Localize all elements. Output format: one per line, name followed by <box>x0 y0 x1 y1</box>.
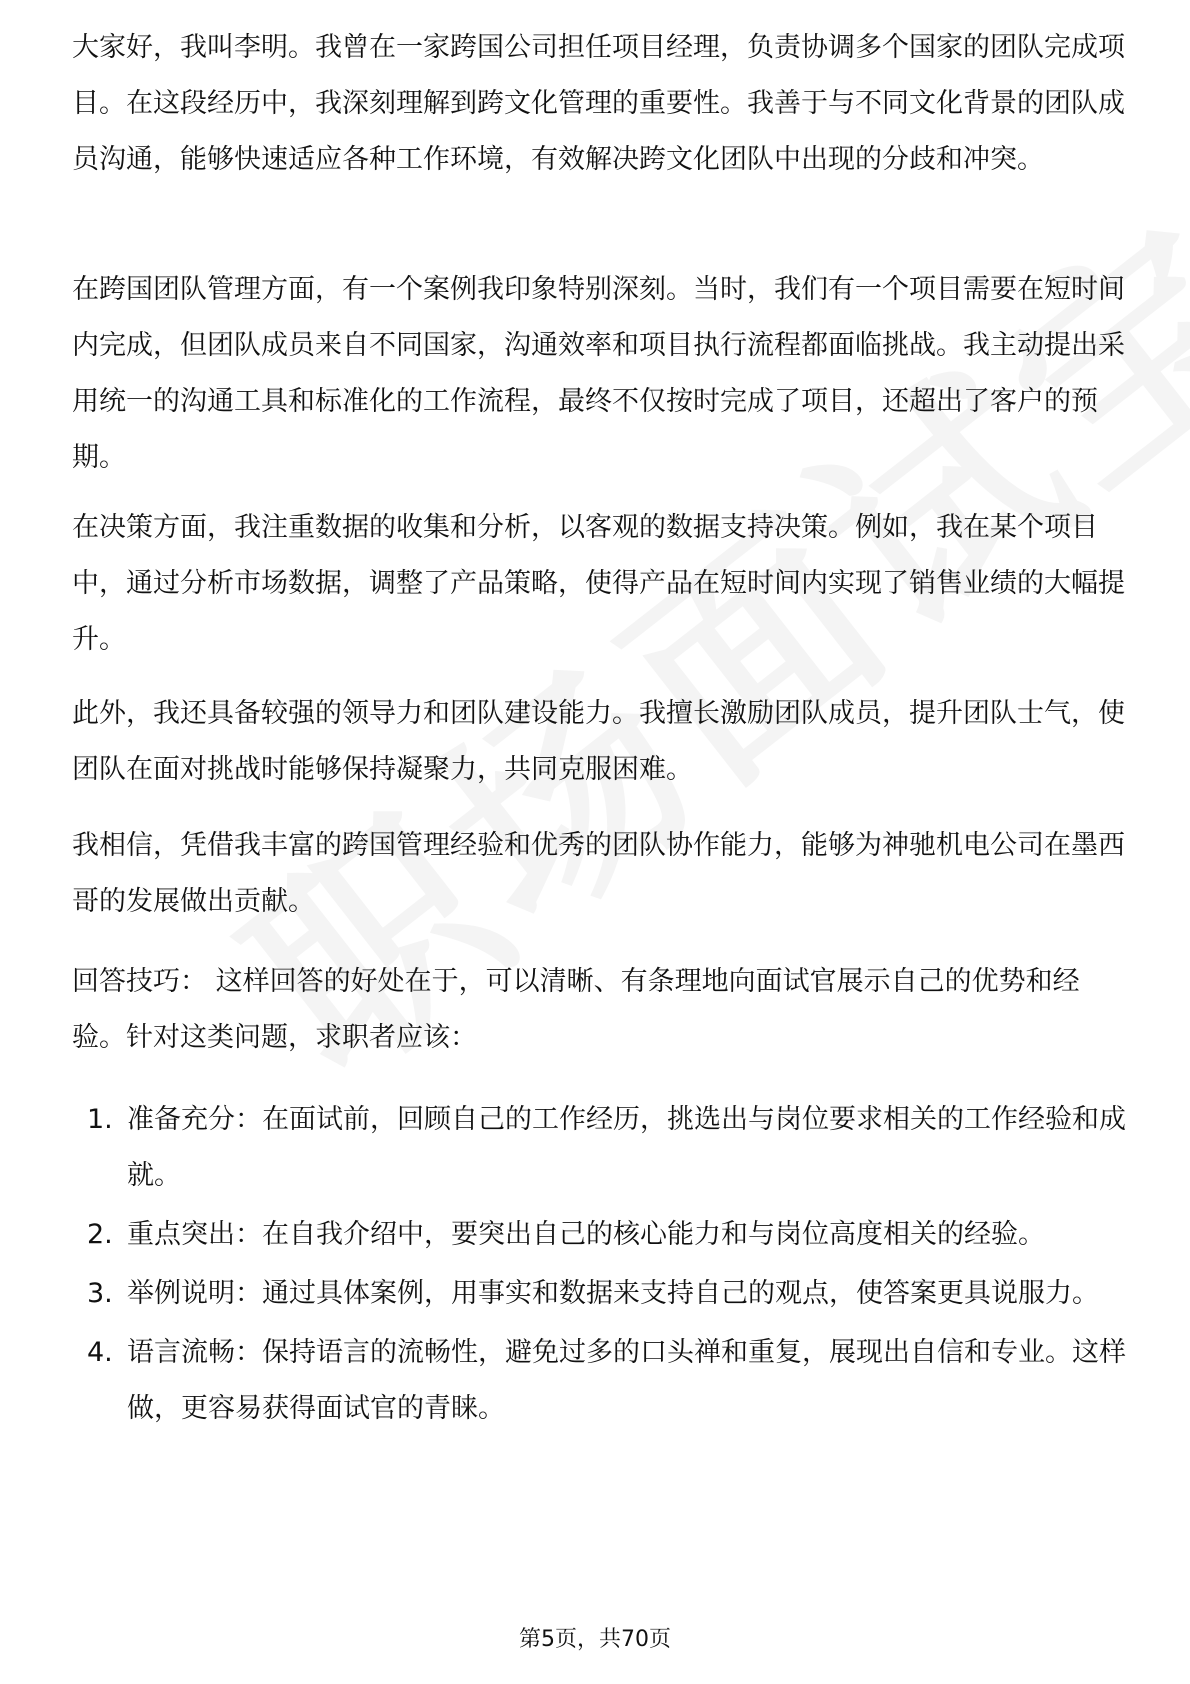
list-item <box>72 1092 1130 1204</box>
list-number: 1. <box>87 1104 113 1135</box>
paragraph-leadership: 此外，我还具备较强的领导力和团队建设能力。我擅长激励团队成员，提升团队士气，使团队在面对挑战时能够保持凝聚力，共同克服困难。 <box>72 698 1125 785</box>
list-item-text: 准备充分：在面试前，回顾自己的工作经历，挑选出与岗位要求相关的工作经验和成就。 <box>127 1104 1126 1191</box>
list-item-text: 语言流畅：保持语言的流畅性，避免过多的口头禅和重复，展现出自信和专业。这样做，更容易获得面试官的青睐。 <box>127 1337 1126 1424</box>
list-number: 4. <box>87 1337 113 1368</box>
list-item-text: 重点突出：在自我介绍中，要突出自己的核心能力和与岗位高度相关的经验。 <box>127 1219 1045 1250</box>
list-item <box>72 1325 1130 1437</box>
list-number: 3. <box>87 1278 113 1309</box>
paragraph-team-case: 在跨国团队管理方面，有一个案例我印象特别深刻。当时，我们有一个项目需要在短时间内完成，但团队成员来自不同国家，沟通效率和项目执行流程都面临挑战。我主动提出采用统一的沟通工具和标准化的工作流程，最终不仅按时完成了项目，还超出了客户的预期。 <box>72 274 1125 473</box>
tips-list <box>72 1092 1130 1440</box>
list-number: 2. <box>87 1219 113 1250</box>
paragraph-intro: 大家好，我叫李明。我曾在一家跨国公司担任项目经理，负责协调多个国家的团队完成项目。在这段经历中，我深刻理解到跨文化管理的重要性。我善于与不同文化背景的团队成员沟通，能够快速适应各种工作环境，有效解决跨文化团队中出现的分歧和冲突。 <box>72 32 1125 175</box>
list-item <box>72 1266 1130 1322</box>
paragraph-answer-tips: 回答技巧： 这样回答的好处在于，可以清晰、有条理地向面试官展示自己的优势和经验。针对这类问题，求职者应该： <box>72 966 1080 1053</box>
page-footer: 第5页，共70页 <box>519 1627 671 1652</box>
paragraph-conclusion: 我相信，凭借我丰富的跨国管理经验和优秀的团队协作能力，能够为神驰机电公司在墨西哥的发展做出贡献。 <box>72 830 1125 917</box>
list-item-text: 举例说明：通过具体案例，用事实和数据来支持自己的观点，使答案更具说服力。 <box>127 1278 1099 1309</box>
list-item <box>72 1207 1130 1263</box>
paragraph-decision: 在决策方面，我注重数据的收集和分析，以客观的数据支持决策。例如，我在某个项目中，通过分析市场数据，调整了产品策略，使得产品在短时间内实现了销售业绩的大幅提升。 <box>72 512 1125 655</box>
